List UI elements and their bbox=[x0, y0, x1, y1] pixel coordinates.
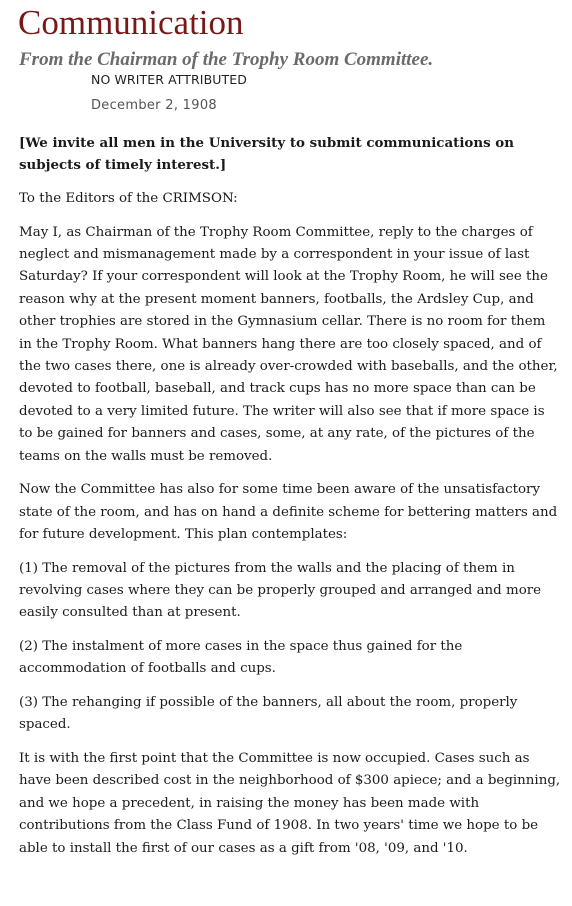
article-headline: Communication bbox=[18, 3, 244, 42]
body-paragraph: Now the Committee has also for some time been aware of the unsatisfactory state of the room, and has on hand a definite scheme for bettering matters and for future development. This plan contemplates: bbox=[19, 482, 558, 543]
article-body bbox=[19, 132, 561, 871]
editor-note-paragraph: [We invite all men in the University to submit communications on subjects of timely interest.] bbox=[19, 135, 514, 174]
plan-item-paragraph: (1) The removal of the pictures from the walls and the placing of them in revolving cases where they can be properly grouped and arranged and more easily consulted than at present. bbox=[19, 560, 542, 621]
article-date: December 2, 1908 bbox=[91, 98, 217, 113]
body-paragraph: It is with the first point that the Committee is now occupied. Cases such as have been described cost in the neighborhood of $300 apiece; and a beginning, and we hope a precedent, in raising the money has been made with contributions from the Class Fund of 1908. In two years' time we hope to be able to install the first of our cases as a gift from '08, '09, and '10. bbox=[19, 751, 561, 856]
plan-item-paragraph: (2) The instalment of more cases in the space thus gained for the accommodation of footballs and cups. bbox=[19, 639, 463, 677]
article-subhead: From the Chairman of the Trophy Room Committee. bbox=[19, 49, 434, 70]
salutation-paragraph: To the Editors of the CRIMSON: bbox=[19, 191, 238, 206]
article-byline: NO WRITER ATTRIBUTED bbox=[91, 72, 247, 87]
plan-item-paragraph: (3) The rehanging if possible of the banners, all about the room, properly spaced. bbox=[19, 695, 518, 733]
body-paragraph: May I, as Chairman of the Trophy Room Committee, reply to the charges of neglect and mismanagement made by a correspondent in your issue of last Saturday? If your correspondent will look at the Trophy Room, he will see the reason why at the present moment banners, footballs, the Ardsley Cup, and other trophies are stored in the Gymnasium cellar. There is no room for them in the Trophy Room. What banners hang there are too closely spaced, and of the two cases there, one is already over-crowded with baseballs, and the other, devoted to football, baseball, and track cups has no more space than can be devoted to a very limited future. The writer will also see that if more space is to be gained for banners and cases, some, at any rate, of the pictures of the teams on the walls must be removed. bbox=[19, 224, 558, 464]
